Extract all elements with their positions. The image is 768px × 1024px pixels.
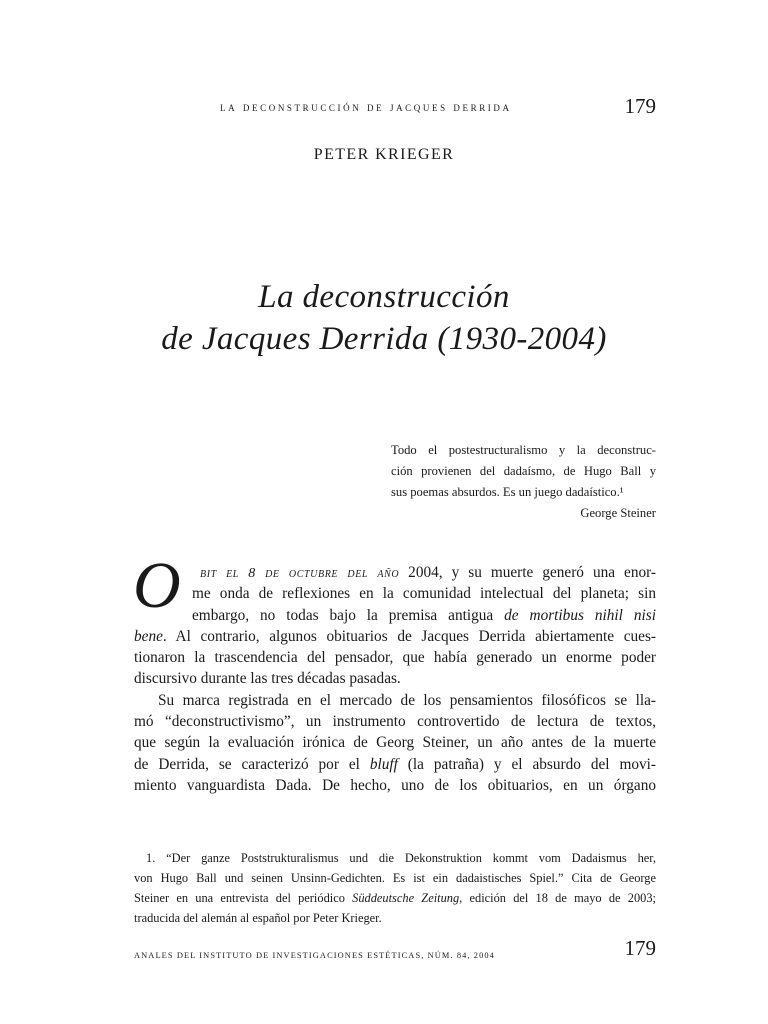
latin-phrase-end: bene — [134, 627, 163, 645]
body-text-span: de Derrida, se caracterizó por el — [134, 755, 370, 773]
epigraph-line-3: sus poemas absurdos. Es un juego dadaístico.¹ — [391, 485, 624, 499]
body-text-span: 2004, y su muerte generó una enor- — [399, 564, 656, 581]
footnote-text: Steiner en una entrevista del periódico — [134, 891, 353, 905]
running-head-title: la deconstrucción de jacques derrida — [220, 100, 512, 114]
body-text-span: embargo, no todas bajo la premisa antigua — [192, 606, 505, 624]
body-line — [134, 690, 656, 711]
body-text-span: Su marca registrada en el mercado de los pensamientos filosóficos se lla- — [158, 691, 656, 709]
journal-footer: ANALES DEL INSTITUTO DE INVESTIGACIONES ESTÉTICAS, NÚM. 84, 2004 — [134, 951, 495, 960]
body-line — [134, 583, 656, 604]
body-text-span: . Al contrario, algunos obituarios de Jacques Derrida abiertamente cues- — [162, 627, 656, 645]
epigraph-attribution: George Steiner — [580, 506, 656, 520]
footnote-text: von Hugo Ball und seinen Unsinn-Gedichten. Es ist ein dadaistisches Spiel.” Cita de George — [134, 871, 656, 885]
body-text — [134, 562, 656, 796]
body-line — [134, 754, 656, 775]
body-line — [134, 647, 656, 668]
footnote-line — [134, 888, 656, 908]
footnote-line — [134, 868, 656, 888]
italic-term: bluff — [369, 755, 398, 773]
epigraph-line-2: ción provienen del dadaísmo, de Hugo Ball y — [391, 464, 656, 478]
newspaper-name: Süddeutsche Zeitung — [352, 891, 460, 905]
page-number-bottom: 179 — [624, 936, 656, 960]
epigraph — [391, 440, 656, 524]
footnote-text: traducida del alemán al español por Peter Krieger. — [134, 911, 382, 925]
body-text-span: mó “deconstructivismo”, un instrumento controvertido de lectura de textos, — [134, 713, 656, 731]
body-line — [134, 732, 656, 753]
title-line-1: La deconstrucción — [258, 279, 510, 315]
drop-cap: O — [133, 549, 181, 622]
body-text-span: (la patraña) y el absurdo del movi- — [397, 755, 656, 773]
title-line-2: de Jacques Derrida (1930-2004) — [161, 321, 607, 357]
author-name: PETER KRIEGER — [313, 146, 455, 163]
body-text-span: me onda de reflexiones en la comunidad intelectual del planeta; sin — [192, 585, 656, 603]
body-text-span: miento vanguardista Dada. De hecho, uno de los obituarios, en un órgano — [134, 776, 656, 794]
page-number-top: 179 — [624, 94, 656, 118]
body-line — [134, 605, 656, 626]
body-text-span: tionaron la trascendencia del pensador, que había generado un enorme poder — [134, 649, 656, 667]
footnote-line — [134, 848, 656, 868]
body-text-span: que según la evaluación irónica de Georg Steiner, un año antes de la muerte — [134, 734, 656, 752]
footnote — [134, 848, 656, 928]
article-title — [0, 276, 768, 360]
footnote-text: , edición del 18 de mayo de 2003; — [459, 891, 656, 905]
footnote-text: 1. “Der ganze Poststrukturalismus und die Dekonstruktion kommt vom Dadaismus her, — [146, 851, 656, 865]
epigraph-line-1: Todo el postestructuralismo y la deconstruc- — [391, 443, 656, 457]
small-caps-opening: bit el 8 de octubre del año — [200, 566, 400, 581]
body-line — [134, 668, 656, 689]
footnote-line — [134, 908, 656, 928]
body-line — [134, 562, 656, 583]
latin-phrase: de mortibus nihil nisi — [504, 606, 656, 624]
body-line — [134, 711, 656, 732]
body-line — [134, 775, 656, 796]
body-line — [134, 626, 656, 647]
body-text-span: discursivo durante las tres décadas pasadas. — [134, 670, 401, 688]
